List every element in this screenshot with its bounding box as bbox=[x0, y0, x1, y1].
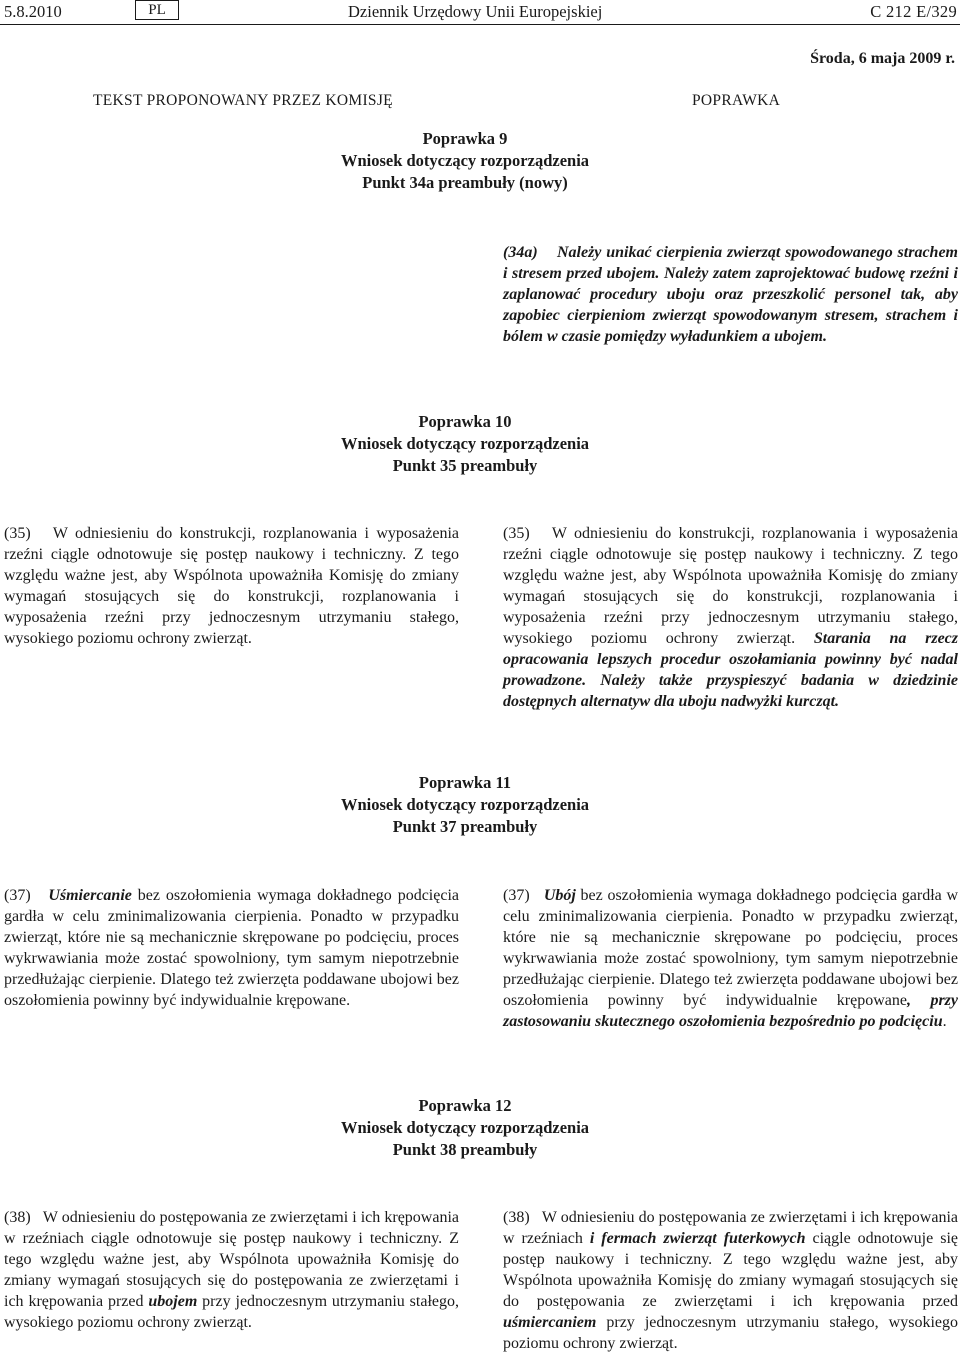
page-header bbox=[0, 0, 960, 30]
journal-reference: C 212 E/329 bbox=[870, 2, 957, 21]
recital-paragraph bbox=[503, 242, 958, 347]
recital-paragraph bbox=[4, 523, 459, 649]
emphasized-text: Starania na rzecz opracowania lepszych procedur oszołamiania powinny być nadal prowadzone. Należy także przyspieszyć badania w dziedzinie dostępnych alternatyw dla uboju nadwyżki kurcząt. bbox=[503, 630, 958, 710]
amendment-subject: Wniosek dotyczący rozporządzenia bbox=[340, 434, 590, 453]
text-segment: bez oszołomienia wymaga dokładnego podcięcia gardła w celu zminimalizowania cierpienia. Ponadto w przypadku zwierząt, które nie są mechanicznie skrępowane po podcięciu, proces wykrwawiania może zostać spowolniony, tym samym niepotrzebnie przedłużając cierpienie. Dlatego też zwierzęta poddawane ubojowi bez oszołomienia powinny być indywidualnie krępowane. bbox=[4, 887, 459, 1009]
text-segment: (35) W odniesieniu do konstrukcji, rozplanowania i wyposażenia rzeźni ciągle odnotowuje się postęp naukowy i techniczny. Z tego względu ważne jest, aby Wspólnota upoważniła Komisję do zmiany wymagań stosujących się do konstrukcji, rozplanowania i wyposażenia rzeźni przy jednoczesnym utrzymaniu stałego, wysokiego poziomu ochrony zwierząt. bbox=[4, 525, 459, 647]
amendment-heading bbox=[0, 411, 930, 477]
publication-date: 5.8.2010 bbox=[4, 2, 62, 21]
amendment-number: Poprawka 10 bbox=[418, 412, 512, 431]
amendment-text-right bbox=[503, 885, 958, 1032]
amendment-point: Punkt 35 preambuły bbox=[392, 456, 538, 475]
journal-title: Dziennik Urzędowy Unii Europejskiej bbox=[348, 2, 603, 21]
amendment-text-right bbox=[503, 523, 958, 712]
recital-paragraph bbox=[503, 523, 958, 712]
amendment-number: Poprawka 11 bbox=[418, 773, 512, 792]
recital-paragraph bbox=[503, 1207, 958, 1354]
commission-text-left bbox=[4, 885, 459, 1011]
emphasized-text: Uśmiercanie bbox=[48, 887, 132, 904]
text-segment: ciągle odnotowuje się postęp naukowy i techniczny. Z tego względu ważne jest, aby Wspólnota upoważniła Komisję do zmiany wymagań stosujących się do postępowania ze zwierzętami i ich krępowania przed bbox=[503, 1230, 958, 1310]
recital-paragraph bbox=[4, 885, 459, 1011]
text-segment: bez oszołomienia wymaga dokładnego podcięcia gardła w celu zminimalizowania cierpienia. Ponadto w przypadku zwierząt, które nie są mechanicznie skrępowane po podcięciu, proces wykrwawiania może zostać spowolniony, tym samym niepotrzebnie przedłużając cierpienie. Dlatego też zwierzęta poddawane ubojowi bez oszołomienia powinny być indywidualnie krępowane bbox=[503, 887, 959, 1009]
amendment-heading bbox=[0, 772, 930, 838]
amendment-subject: Wniosek dotyczący rozporządzenia bbox=[340, 151, 590, 170]
amendment-number: Poprawka 12 bbox=[418, 1096, 512, 1115]
header-rule bbox=[0, 24, 960, 25]
text-segment: (37) bbox=[503, 887, 544, 904]
text-segment: (38) W odniesieniu do postępowania ze zwierzętami i ich krępowania w rzeźniach ciągle odnotowuje się postęp naukowy i techniczny. Z tego względu ważne jest, aby Wspólnota upoważniła Komisję do zmiany wymagań stosujących się do postępowania ze zwierzętami i ich krępowania przed bbox=[4, 1209, 459, 1310]
amendment-subject: Wniosek dotyczący rozporządzenia bbox=[340, 795, 590, 814]
amendment-point: Punkt 38 preambuły bbox=[392, 1140, 538, 1159]
emphasized-text: Ubój bbox=[543, 887, 576, 904]
amendment-point: Punkt 37 preambuły bbox=[392, 817, 538, 836]
amendment-subject: Wniosek dotyczący rozporządzenia bbox=[340, 1118, 590, 1137]
language-code-box: PL bbox=[135, 0, 179, 20]
emphasized-text: , przy zastosowaniu skutecznego oszołomienia bezpośrednio po podcięciu bbox=[503, 992, 958, 1030]
amendment-heading bbox=[0, 1095, 930, 1161]
text-segment: (35) W odniesieniu do konstrukcji, rozplanowania i wyposażenia rzeźni ciągle odnotowuje się postęp naukowy i techniczny. Z tego względu ważne jest, aby Wspólnota upoważniła Komisję do zmiany wymagań stosujących się do konstrukcji, rozplanowania i wyposażenia rzeźni przy jednoczesnym utrzymaniu stałego, wysokiego poziomu ochrony zwierząt. bbox=[503, 525, 958, 647]
column-header-amendment: POPRAWKA bbox=[692, 92, 781, 109]
emphasized-text: (34a) Należy unikać cierpienia zwierząt spowodowanego strachem i stresem przed ubojem. Należy zatem zaprojektować budowę rzeźni i zaplanować procedury uboju oraz przeszkolić personel tak, aby zapobiec cierpieniom zwierząt spowodowanym stresem, strachem i bólem w czasie pomiędzy wyładunkiem a ubojem. bbox=[503, 244, 958, 345]
amendment-text-right bbox=[503, 242, 958, 347]
recital-paragraph bbox=[4, 1207, 459, 1333]
amendment-point: Punkt 34a preambuły (nowy) bbox=[362, 173, 568, 192]
commission-text-left bbox=[4, 523, 459, 649]
text-segment: (37) bbox=[4, 887, 49, 904]
amendment-number: Poprawka 9 bbox=[422, 129, 508, 148]
emphasized-text: i fermach zwierząt futerkowych bbox=[589, 1230, 806, 1247]
text-segment: . bbox=[942, 1013, 947, 1030]
amendment-text-right bbox=[503, 1207, 958, 1354]
emphasized-text: uśmiercaniem bbox=[503, 1314, 597, 1331]
recital-paragraph bbox=[503, 885, 958, 1032]
column-header-commission-text: TEKST PROPONOWANY PRZEZ KOMISJĘ bbox=[93, 92, 393, 109]
amendment-heading bbox=[0, 128, 930, 194]
text-segment: przy jednoczesnym utrzymaniu stałego, wysokiego poziomu ochrony zwierząt. bbox=[4, 1293, 459, 1331]
session-date: Środa, 6 maja 2009 r. bbox=[810, 50, 955, 67]
commission-text-left bbox=[4, 1207, 459, 1333]
text-segment: (38) W odniesieniu do postępowania ze zwierzętami i ich krępowania w rzeźniach bbox=[503, 1209, 958, 1247]
text-segment: przy jednoczesnym utrzymaniu stałego, wysokiego poziomu ochrony zwierząt. bbox=[503, 1314, 958, 1352]
emphasized-text: ubojem bbox=[148, 1293, 198, 1310]
